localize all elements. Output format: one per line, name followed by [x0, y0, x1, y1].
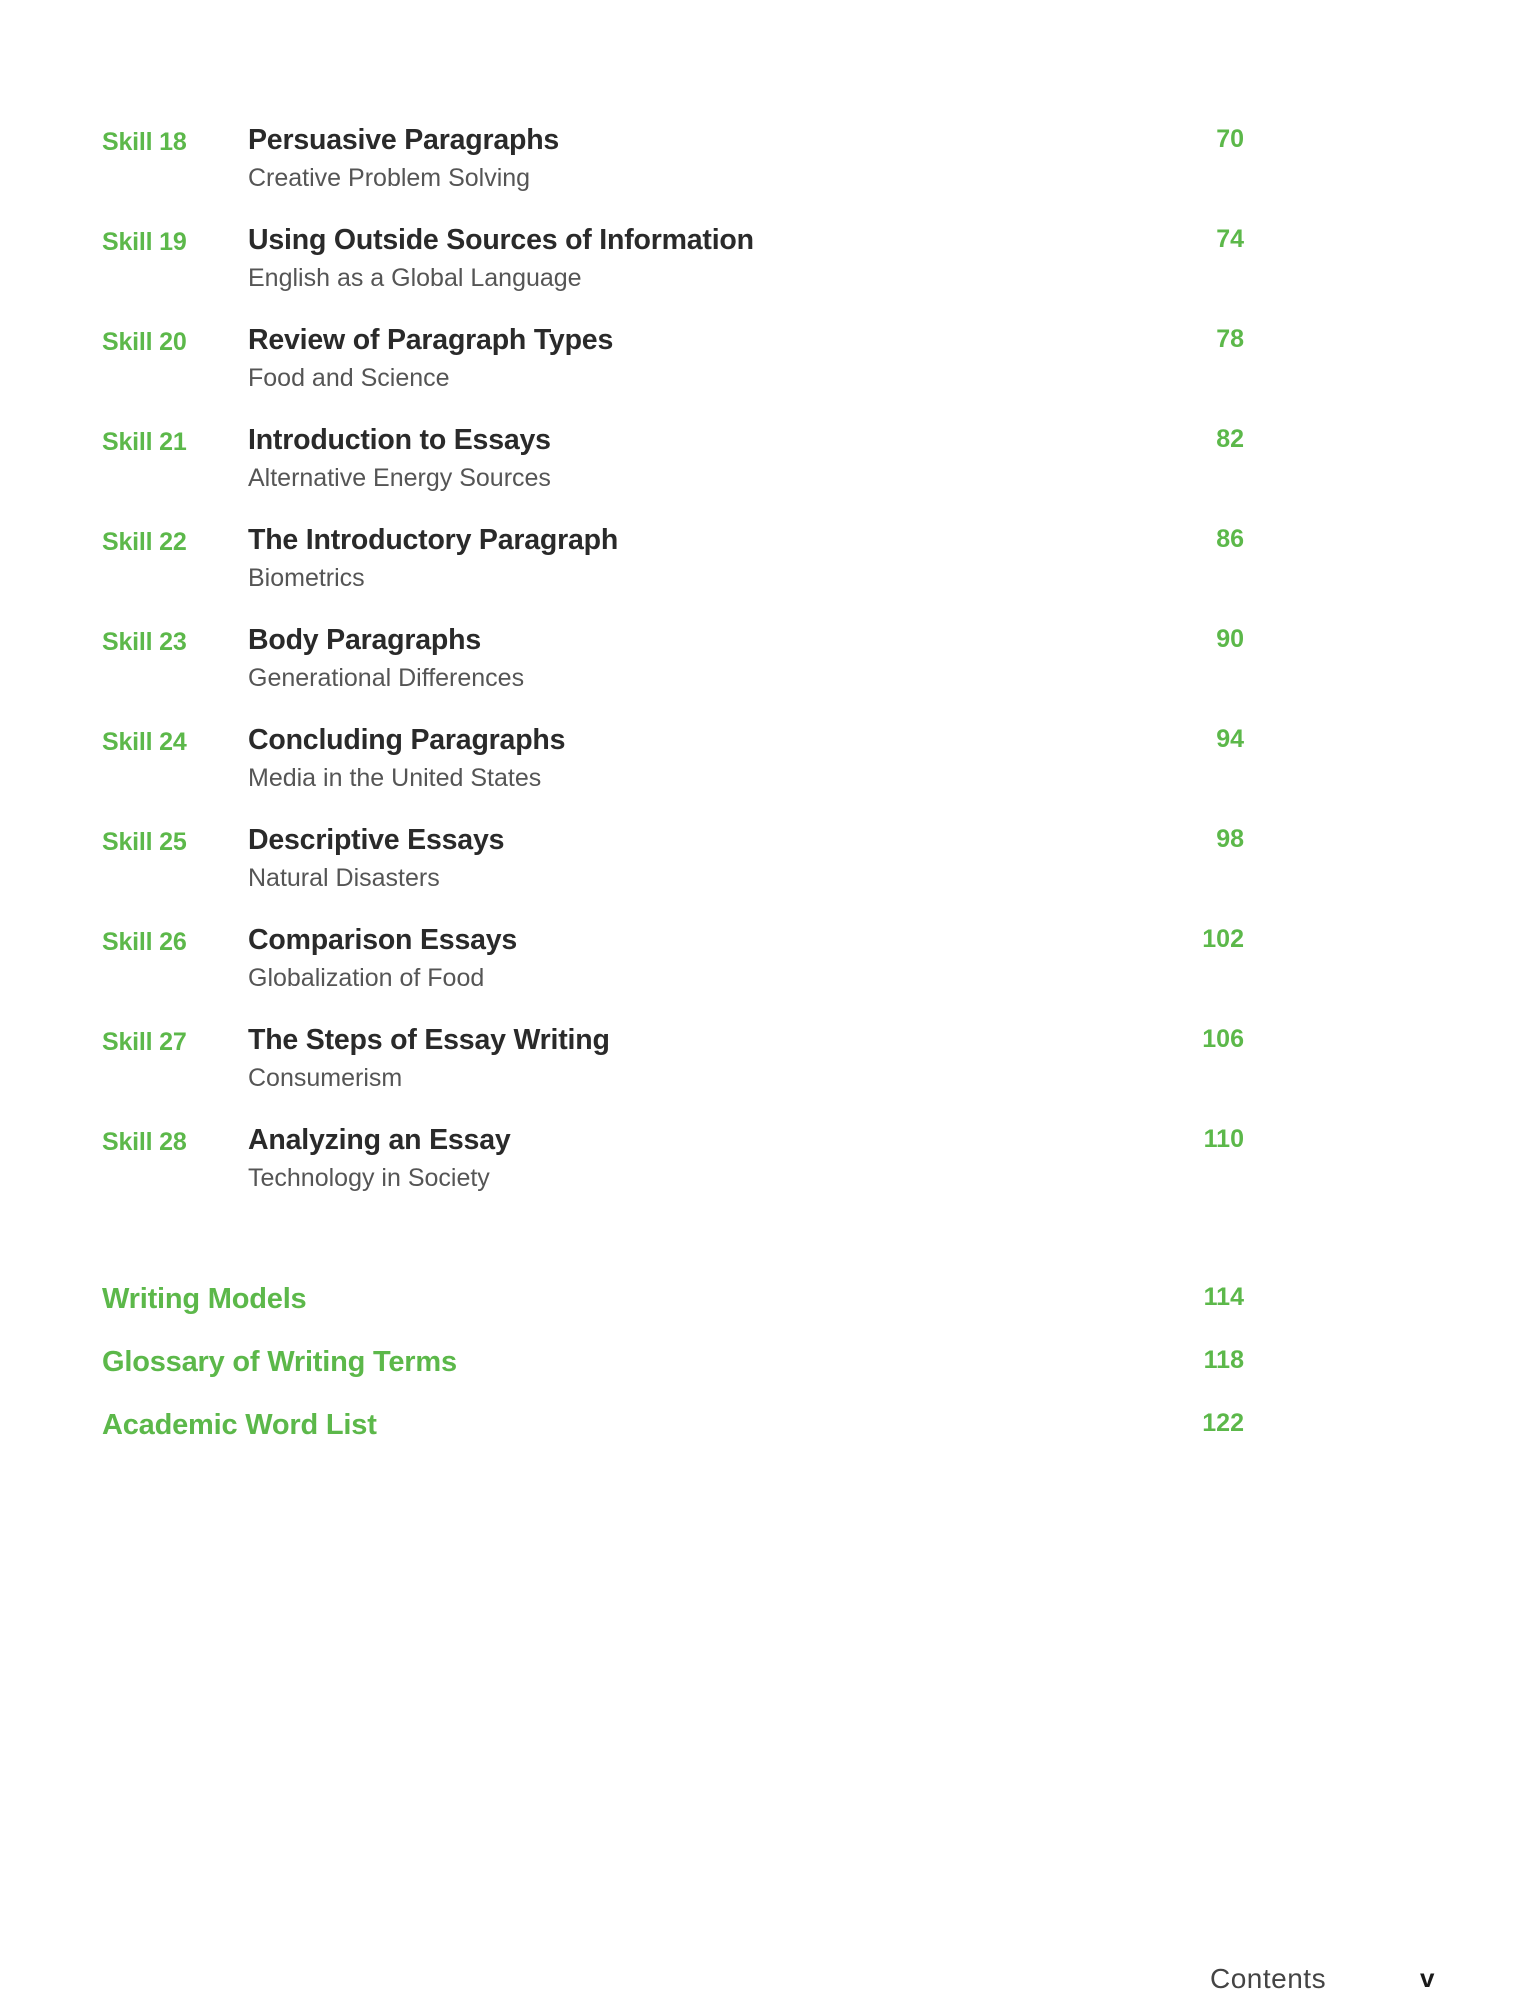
toc-entry-skill-23[interactable]: [102, 622, 1252, 722]
entry-title: The Introductory Paragraph: [248, 524, 619, 556]
entry-theme: Generational Differences: [248, 664, 525, 692]
skill-number: Skill 25: [102, 828, 187, 856]
skill-number: Skill 27: [102, 1028, 187, 1056]
entry-page-number: 94: [1216, 725, 1244, 753]
entry-page-number: 82: [1216, 425, 1244, 453]
toc-entry-skill-18[interactable]: [102, 122, 1252, 222]
toc-entry-writing-models[interactable]: [102, 1283, 1252, 1346]
folio-page-number: v: [1420, 1963, 1435, 1993]
running-footer-label: Contents: [1210, 1963, 1327, 1994]
toc-entry-skill-28[interactable]: [102, 1122, 1252, 1222]
skill-number: Skill 22: [102, 528, 187, 556]
entry-title: Comparison Essays: [248, 924, 518, 956]
entry-theme: English as a Global Language: [248, 264, 582, 292]
skill-number: Skill 26: [102, 928, 187, 956]
toc-entry-skill-27[interactable]: [102, 1022, 1252, 1122]
skill-number: Skill 18: [102, 128, 187, 156]
entry-title: Body Paragraphs: [248, 624, 481, 656]
entry-theme: Creative Problem Solving: [248, 164, 531, 192]
toc-entry-glossary[interactable]: [102, 1346, 1252, 1409]
toc-backmatter: [102, 1283, 1252, 1472]
skill-number: Skill 21: [102, 428, 187, 456]
entry-theme: Consumerism: [248, 1064, 403, 1092]
backmatter-label: Academic Word List: [102, 1409, 377, 1441]
entry-theme: Globalization of Food: [248, 964, 485, 992]
entry-theme: Alternative Energy Sources: [248, 464, 551, 492]
entry-theme: Natural Disasters: [248, 864, 440, 892]
entry-page-number: 102: [1202, 925, 1244, 953]
toc-entry-skill-20[interactable]: [102, 322, 1252, 422]
entry-title: Using Outside Sources of Information: [248, 224, 754, 256]
toc-entry-skill-25[interactable]: [102, 822, 1252, 922]
entry-page-number: 74: [1216, 225, 1244, 253]
toc-entry-skill-24[interactable]: [102, 722, 1252, 822]
entry-title: Review of Paragraph Types: [248, 324, 614, 356]
skill-number: Skill 28: [102, 1128, 187, 1156]
skill-number: Skill 23: [102, 628, 187, 656]
toc-entries: [102, 122, 1252, 1222]
entry-title: Concluding Paragraphs: [248, 724, 566, 756]
toc-entry-skill-22[interactable]: [102, 522, 1252, 622]
entry-theme: Biometrics: [248, 564, 365, 592]
entry-page-number: 106: [1202, 1025, 1244, 1053]
skill-number: Skill 24: [102, 728, 187, 756]
toc-entry-skill-26[interactable]: [102, 922, 1252, 1022]
skill-number: Skill 20: [102, 328, 187, 356]
entry-page-number: 70: [1216, 125, 1244, 153]
toc-entry-skill-21[interactable]: [102, 422, 1252, 522]
entry-page-number: 86: [1216, 525, 1244, 553]
toc-entry-skill-19[interactable]: [102, 222, 1252, 322]
entry-page-number: 110: [1203, 1125, 1244, 1153]
entry-title: Descriptive Essays: [248, 824, 505, 856]
skill-number: Skill 19: [102, 228, 187, 256]
backmatter-page-number: 114: [1203, 1283, 1244, 1311]
backmatter-label: Glossary of Writing Terms: [102, 1346, 457, 1378]
entry-page-number: 98: [1216, 825, 1244, 853]
entry-page-number: 90: [1216, 625, 1244, 653]
backmatter-page-number: 122: [1202, 1409, 1244, 1437]
entry-title: Persuasive Paragraphs: [248, 124, 560, 156]
entry-theme: Media in the United States: [248, 764, 542, 792]
entry-theme: Food and Science: [248, 364, 450, 392]
entry-title: Analyzing an Essay: [248, 1124, 511, 1156]
entry-title: The Steps of Essay Writing: [248, 1024, 610, 1056]
backmatter-label: Writing Models: [102, 1283, 307, 1315]
entry-title: Introduction to Essays: [248, 424, 551, 456]
entry-page-number: 78: [1216, 325, 1244, 353]
entry-theme: Technology in Society: [248, 1164, 490, 1192]
backmatter-page-number: 118: [1203, 1346, 1244, 1374]
toc-entry-academic-word-list[interactable]: [102, 1409, 1252, 1472]
